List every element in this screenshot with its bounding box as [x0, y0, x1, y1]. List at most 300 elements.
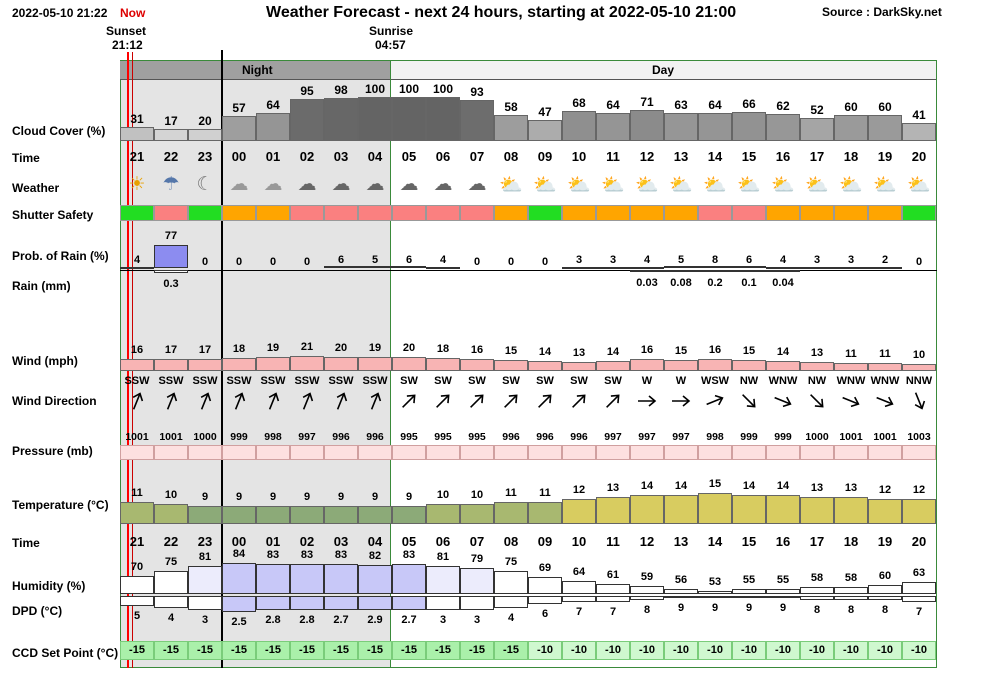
cloud-cover-bar [868, 115, 902, 141]
wind-arrow-icon [222, 388, 256, 414]
wind-arrow-icon [324, 388, 358, 414]
humidity-bar [766, 589, 800, 594]
cloud-sun-icon: ⛅ [567, 173, 591, 196]
dpd-bar [800, 596, 834, 600]
pressure-value: 1001 [873, 431, 897, 443]
now-label: Now [120, 6, 146, 20]
rain-bar [766, 270, 800, 272]
wind-arrow-icon [120, 388, 154, 414]
dpd-value: 8 [813, 604, 821, 616]
wind-direction-value: SW [536, 375, 554, 387]
cloud-cover-value: 66 [742, 97, 756, 111]
cloud-cover-value: 52 [810, 103, 824, 117]
humidity-value: 56 [674, 574, 688, 586]
temperature-bar [426, 504, 460, 524]
humidity-bar [426, 566, 460, 594]
wind-arrow-icon [290, 388, 324, 414]
prob-rain-value: 0 [235, 256, 243, 268]
cloud-cover-bar [494, 115, 528, 141]
temperature-value: 9 [201, 491, 209, 503]
wind-direction-value: SW [502, 375, 520, 387]
sunrise-time: 04:57 [375, 38, 406, 52]
wind-direction-value: SW [468, 375, 486, 387]
dpd-value: 8 [881, 604, 889, 616]
hour-label: 17 [809, 149, 825, 164]
pressure-bar [358, 445, 392, 460]
prob-rain-value: 2 [881, 254, 889, 266]
cloud-cover-value: 64 [266, 98, 280, 112]
cloud-sun-icon: ⛅ [805, 173, 829, 196]
pressure-value: 998 [706, 431, 724, 443]
humidity-value: 55 [776, 574, 790, 586]
rain-value: 0.04 [772, 277, 794, 289]
humidity-value: 83 [266, 549, 280, 561]
wind-direction-value: SSW [158, 375, 184, 387]
temperature-bar [664, 495, 698, 524]
wind-bar [120, 359, 154, 371]
temperature-value: 13 [606, 482, 620, 494]
dpd-value: 5 [133, 610, 141, 622]
wind-bar [834, 363, 868, 371]
dpd-bar [528, 596, 562, 604]
wind-direction-value: SW [570, 375, 588, 387]
shutter-safety-cell [834, 205, 868, 221]
cloud-sun-icon: ⛅ [533, 173, 557, 196]
wind-arrow-icon [868, 388, 902, 414]
prob-rain-bar [596, 267, 630, 269]
pressure-bar [596, 445, 630, 460]
humidity-bar [494, 571, 528, 594]
humidity-value: 81 [198, 551, 212, 563]
temperature-value: 9 [371, 491, 379, 503]
hour-label: 16 [775, 149, 791, 164]
humidity-value: 53 [708, 576, 722, 588]
humidity-bar [290, 564, 324, 594]
prob-rain-bar [358, 266, 392, 268]
wind-bar [324, 357, 358, 371]
temperature-bar [120, 502, 154, 524]
wind-value: 18 [436, 343, 450, 355]
wind-direction-value: SW [400, 375, 418, 387]
temperature-bar [392, 506, 426, 524]
wind-bar [630, 359, 664, 371]
shutter-safety-cell [154, 205, 188, 221]
pressure-value: 999 [774, 431, 792, 443]
wind-arrow-icon [902, 388, 936, 414]
cloud-cover-value: 20 [198, 114, 212, 128]
day-label: Day [652, 63, 675, 77]
wind-arrow-icon [154, 388, 188, 414]
wind-bar [528, 361, 562, 371]
cloud-icon: ☁ [467, 173, 487, 195]
dpd-value: 3 [439, 614, 447, 626]
pressure-bar [392, 445, 426, 460]
hour-label: 06 [435, 534, 451, 549]
humidity-bar [596, 584, 630, 594]
cloud-cover-value: 58 [504, 100, 518, 114]
cloud-sun-icon: ⛅ [601, 173, 625, 196]
wind-direction-value: WNW [870, 375, 900, 387]
cloud-cover-bar [630, 110, 664, 141]
wind-bar [664, 360, 698, 371]
humidity-value: 58 [810, 572, 824, 584]
humidity-bar [664, 589, 698, 594]
temperature-value: 9 [235, 491, 243, 503]
shutter-safety-cell [460, 205, 494, 221]
ccd-value: -10 [911, 644, 927, 656]
wind-arrow-icon [256, 388, 290, 414]
wind-value: 21 [300, 341, 314, 353]
cloud-cover-value: 100 [432, 82, 454, 96]
cloud-cover-bar [460, 100, 494, 141]
wind-arrow-icon [596, 388, 630, 414]
dpd-value: 2.8 [299, 614, 315, 626]
cloud-icon: ☁ [433, 173, 453, 195]
cloud-cover-value: 100 [398, 82, 420, 96]
cloud-cover-bar [188, 129, 222, 141]
pressure-value: 1003 [907, 431, 931, 443]
dpd-bar [596, 596, 630, 602]
humidity-bar [528, 577, 562, 594]
rain-value: 0.2 [707, 277, 723, 289]
rain-bar [630, 270, 664, 272]
wind-value: 17 [164, 344, 178, 356]
cloud-cover-value: 57 [232, 101, 246, 115]
wind-bar [766, 361, 800, 371]
pressure-bar [188, 445, 222, 460]
wind-direction-value: WNW [836, 375, 866, 387]
rain-value: 0.03 [636, 277, 658, 289]
shutter-safety-cell [188, 205, 222, 221]
temperature-value: 9 [303, 491, 311, 503]
hour-label: 04 [367, 149, 383, 164]
humidity-bar [188, 566, 222, 594]
cloud-icon: ☁ [331, 173, 351, 195]
shutter-safety-cell [426, 205, 460, 221]
humidity-value: 81 [436, 551, 450, 563]
prob-rain-bar [766, 267, 800, 269]
temperature-value: 12 [572, 484, 586, 496]
sunset-time: 21:12 [112, 38, 143, 52]
dpd-bar [256, 596, 290, 610]
wind-bar [188, 359, 222, 371]
prob-rain-value: 0 [303, 256, 311, 268]
temperature-bar [562, 499, 596, 524]
wind-value: 13 [810, 347, 824, 359]
pressure-bar [834, 445, 868, 460]
label-wind: Wind (mph) [12, 354, 78, 368]
pressure-bar [800, 445, 834, 460]
humidity-bar [358, 565, 392, 594]
prob-rain-value: 6 [745, 254, 753, 266]
hour-label: 19 [877, 534, 893, 549]
cloud-cover-bar [834, 115, 868, 141]
shutter-safety-cell [494, 205, 528, 221]
prob-rain-bar [392, 266, 426, 268]
rain-value: 0.1 [741, 277, 757, 289]
cloud-cover-value: 98 [334, 83, 348, 97]
prob-rain-value: 3 [813, 254, 821, 266]
prob-rain-value: 77 [164, 230, 178, 242]
temperature-bar [188, 506, 222, 524]
temperature-value: 11 [131, 487, 143, 499]
cloud-icon: ☁ [399, 173, 419, 195]
humidity-bar [562, 581, 596, 594]
humidity-bar [120, 576, 154, 594]
shutter-safety-cell [664, 205, 698, 221]
prob-rain-bar [800, 267, 834, 269]
hour-label: 06 [435, 149, 451, 164]
wind-arrow-icon [426, 388, 460, 414]
pressure-value: 995 [434, 431, 452, 443]
label-weather: Weather [12, 181, 60, 195]
rain-value: 0.08 [670, 277, 692, 289]
pressure-value: 997 [298, 431, 316, 443]
cloud-sun-icon: ⛅ [771, 173, 795, 196]
wind-value: 15 [674, 345, 688, 357]
prob-rain-bar [630, 267, 664, 269]
pressure-value: 996 [332, 431, 350, 443]
cloud-cover-value: 17 [164, 114, 178, 128]
cloud-cover-bar [902, 123, 936, 141]
wind-value: 16 [470, 344, 484, 356]
hour-label: 16 [775, 534, 791, 549]
temperature-value: 9 [269, 491, 277, 503]
pressure-value: 995 [400, 431, 418, 443]
pressure-value: 996 [502, 431, 520, 443]
temperature-bar [902, 499, 936, 524]
temperature-value: 12 [912, 484, 926, 496]
pressure-bar [902, 445, 936, 460]
shutter-safety-cell [562, 205, 596, 221]
temperature-bar [630, 495, 664, 524]
rain-bar [732, 270, 766, 272]
humidity-bar [698, 591, 732, 594]
cloud-cover-bar [766, 114, 800, 141]
rain-bar [154, 270, 188, 273]
cloud-sun-icon: ⛅ [873, 173, 897, 196]
cloud-cover-bar [324, 98, 358, 141]
pressure-value: 997 [638, 431, 656, 443]
wind-direction-value: W [641, 375, 653, 387]
wind-arrow-icon [630, 388, 664, 414]
hour-label: 08 [503, 534, 519, 549]
hour-label: 23 [197, 534, 213, 549]
hour-label: 20 [911, 149, 927, 164]
hour-label: 14 [707, 534, 723, 549]
prob-rain-value: 0 [507, 256, 515, 268]
pressure-bar [528, 445, 562, 460]
label-dpd: DPD (°C) [12, 604, 63, 618]
wind-bar [358, 357, 392, 371]
wind-value: 17 [198, 344, 212, 356]
hour-label: 01 [265, 534, 281, 549]
pressure-bar [766, 445, 800, 460]
temperature-bar [868, 499, 902, 524]
humidity-value: 59 [640, 571, 654, 583]
humidity-bar [222, 563, 256, 594]
humidity-value: 82 [368, 550, 382, 562]
hour-label: 01 [265, 149, 281, 164]
cloud-sun-icon: ⛅ [669, 173, 693, 196]
pressure-bar [664, 445, 698, 460]
label-time-2: Time [12, 536, 40, 550]
dpd-bar [460, 596, 494, 610]
humidity-value: 83 [402, 549, 416, 561]
temperature-bar [494, 502, 528, 524]
wind-direction-value: SW [434, 375, 452, 387]
prob-rain-value: 6 [405, 254, 413, 266]
cloud-cover-value: 93 [470, 85, 484, 99]
cloud-cover-value: 71 [640, 95, 654, 109]
dpd-value: 2.9 [367, 614, 383, 626]
wind-direction-value: NW [807, 375, 827, 387]
pressure-value: 999 [230, 431, 248, 443]
pressure-bar [732, 445, 766, 460]
wind-direction-value: SSW [328, 375, 354, 387]
humidity-value: 64 [572, 566, 586, 578]
prob-rain-value: 4 [779, 254, 787, 266]
ccd-value: -10 [809, 644, 825, 656]
temperature-bar [732, 495, 766, 524]
dpd-value: 2.8 [265, 614, 281, 626]
temperature-value: 12 [878, 484, 892, 496]
ccd-value: -15 [435, 644, 451, 656]
cloud-cover-value: 64 [708, 98, 722, 112]
wind-bar [800, 362, 834, 371]
ccd-value: -15 [367, 644, 383, 656]
hour-label: 21 [129, 534, 145, 549]
wind-arrow-icon [800, 388, 834, 414]
label-rain: Rain (mm) [12, 279, 71, 293]
dpd-value: 6 [541, 608, 549, 620]
dpd-value: 7 [575, 606, 583, 618]
ccd-value: -15 [129, 644, 145, 656]
wind-value: 14 [538, 346, 552, 358]
dpd-bar [188, 596, 222, 610]
dpd-value: 2.7 [333, 614, 349, 626]
humidity-bar [800, 587, 834, 594]
wind-arrow-icon [834, 388, 868, 414]
label-humidity: Humidity (%) [12, 579, 86, 593]
shutter-safety-cell [902, 205, 936, 221]
ccd-value: -10 [707, 644, 723, 656]
cloud-cover-bar [562, 111, 596, 141]
ccd-value: -10 [775, 644, 791, 656]
hour-label: 02 [299, 149, 315, 164]
wind-bar [698, 359, 732, 371]
prob-rain-bar [154, 245, 188, 268]
cloud-cover-bar [392, 97, 426, 141]
ccd-value: -15 [333, 644, 349, 656]
temperature-bar [290, 506, 324, 524]
prob-rain-value: 0 [201, 256, 209, 268]
cloud-cover-bar [120, 127, 154, 141]
hour-label: 07 [469, 149, 485, 164]
humidity-value: 79 [470, 553, 484, 565]
ccd-value: -10 [741, 644, 757, 656]
prob-rain-value: 0 [473, 256, 481, 268]
pressure-value: 1001 [159, 431, 183, 443]
cloud-icon: ☁ [297, 173, 317, 195]
prob-rain-bar [120, 267, 154, 269]
dpd-value: 3 [473, 614, 481, 626]
ccd-value: -10 [571, 644, 587, 656]
ccd-value: -15 [197, 644, 213, 656]
humidity-value: 75 [164, 556, 178, 568]
cloud-cover-bar [664, 113, 698, 141]
sun-icon: ☀ [128, 173, 146, 195]
temperature-bar [766, 495, 800, 524]
shutter-safety-cell [766, 205, 800, 221]
sunset-label: Sunset [106, 24, 147, 38]
ccd-value: -15 [503, 644, 519, 656]
prob-rain-value: 3 [847, 254, 855, 266]
dpd-bar [290, 596, 324, 610]
label-wind-direction: Wind Direction [12, 394, 97, 408]
hour-label: 02 [299, 534, 315, 549]
prob-rain-value: 8 [711, 254, 719, 266]
temperature-bar [256, 506, 290, 524]
wind-direction-value: SSW [362, 375, 388, 387]
temperature-value: 10 [470, 489, 484, 501]
humidity-bar [732, 589, 766, 594]
wind-bar [290, 356, 324, 371]
temperature-bar [154, 504, 188, 524]
wind-value: 10 [912, 349, 926, 361]
dpd-bar [222, 596, 256, 612]
humidity-bar [902, 582, 936, 594]
hour-label: 11 [606, 534, 620, 549]
pressure-value: 996 [570, 431, 588, 443]
pressure-bar [256, 445, 290, 460]
pressure-value: 997 [604, 431, 622, 443]
hour-label: 12 [639, 149, 655, 164]
ccd-value: -10 [537, 644, 553, 656]
hour-label: 13 [673, 534, 689, 549]
wind-value: 13 [572, 347, 586, 359]
pressure-bar [120, 445, 154, 460]
pressure-bar [460, 445, 494, 460]
cloud-cover-value: 64 [606, 98, 620, 112]
wind-value: 14 [606, 346, 620, 358]
wind-bar [868, 363, 902, 371]
hour-label: 03 [333, 149, 349, 164]
hour-label: 00 [231, 534, 247, 549]
shutter-safety-cell [868, 205, 902, 221]
cloud-cover-bar [222, 116, 256, 141]
temperature-value: 13 [810, 482, 824, 494]
wind-value: 11 [879, 348, 891, 360]
wind-value: 14 [776, 346, 790, 358]
shutter-safety-cell [800, 205, 834, 221]
pressure-value: 997 [672, 431, 690, 443]
shutter-safety-cell [596, 205, 630, 221]
temperature-value: 13 [844, 482, 858, 494]
label-cloud-cover: Cloud Cover (%) [12, 124, 106, 138]
label-pressure: Pressure (mb) [12, 444, 93, 458]
wind-value: 16 [130, 344, 144, 356]
sunrise-label: Sunrise [369, 24, 414, 38]
humidity-value: 61 [606, 569, 620, 581]
dpd-value: 2.5 [231, 616, 247, 628]
humidity-bar [868, 585, 902, 594]
dpd-value: 7 [915, 606, 923, 618]
ccd-value: -10 [843, 644, 859, 656]
prob-rain-bar [664, 266, 698, 268]
hour-label: 03 [333, 534, 349, 549]
wind-direction-value: NNW [905, 375, 933, 387]
